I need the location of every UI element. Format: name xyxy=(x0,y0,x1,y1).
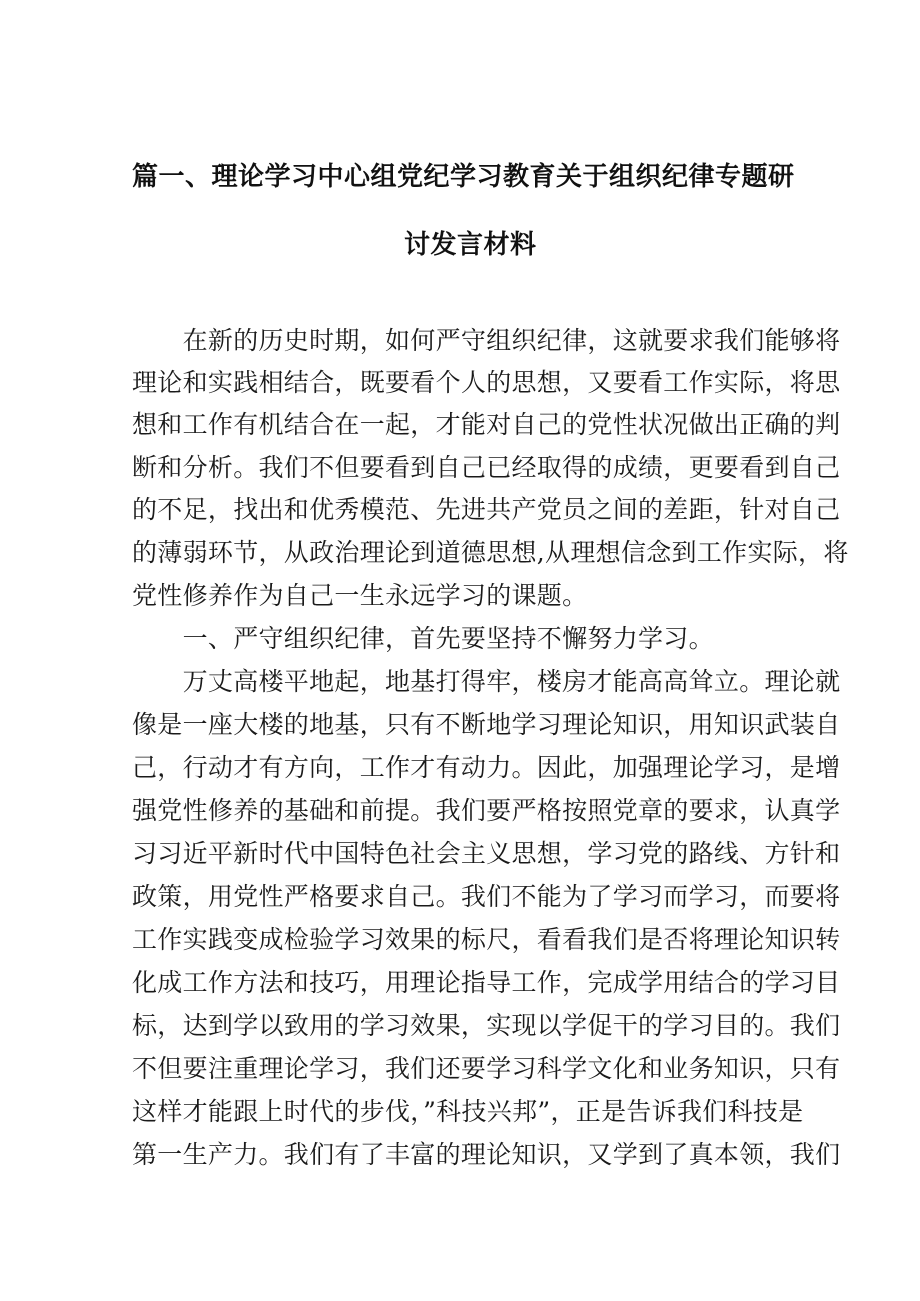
body-line: 党性修养作为自己一生永远学习的课题。 xyxy=(132,581,588,610)
body-line: 在新的历史时期，如何严守组织纪律，这就要求我们能够将 xyxy=(132,326,841,355)
title-line-1: 篇一、理论学习中心组党纪学习教育关于组织纪律专题研 xyxy=(132,162,795,192)
body-line: 强党性修养的基础和前提。我们要严格按照党章的要求，认真学 xyxy=(132,796,841,825)
body-line: 断和分析。我们不但要看到自己已经取得的成绩，更要看到自己 xyxy=(132,453,841,482)
body-line: 第一生产力。我们有了丰富的理论知识，又学到了真本领，我们 xyxy=(132,1140,841,1169)
body-line: 习习近平新时代中国特色社会主义思想，学习党的路线、方针和 xyxy=(132,839,841,868)
body-line: 己，行动才有方向，工作才有动力。因此，加强理论学习，是增 xyxy=(132,753,841,782)
body-line: 标，达到学以致用的学习效果，实现以学促干的学习目的。我们 xyxy=(132,1011,841,1040)
body-line: 的薄弱环节，从政治理论到道德思想,从理想信念到工作实际，将 xyxy=(132,538,849,567)
body-line: 政策，用党性严格要求自己。我们不能为了学习而学习，而要将 xyxy=(132,882,841,911)
body-line: 工作实践变成检验学习效果的标尺，看看我们是否将理论知识转 xyxy=(132,925,841,954)
body-line: 化成工作方法和技巧，用理论指导工作，完成学用结合的学习目 xyxy=(132,968,841,997)
body-line: 不但要注重理论学习，我们还要学习科学文化和业务知识，只有 xyxy=(132,1054,841,1083)
body-line: 万丈高楼平地起，地基打得牢，楼房才能高高耸立。理论就 xyxy=(132,667,841,696)
body-line: 理论和实践相结合，既要看个人的思想，又要看工作实际，将思 xyxy=(132,368,841,397)
body-line: 像是一座大楼的地基，只有不断地学习理论知识，用知识武装自 xyxy=(132,710,841,739)
body-line: 这样才能跟上时代的步伐，”科技兴邦”，正是告诉我们科技是 xyxy=(132,1097,804,1126)
body-line: 一、严守组织纪律，首先要坚持不懈努力学习。 xyxy=(132,624,714,653)
body-line: 的不足，找出和优秀模范、先进共产党员之间的差距，针对自己 xyxy=(132,495,841,524)
body-line: 想和工作有机结合在一起，才能对自己的党性状况做出正确的判 xyxy=(132,410,841,439)
title-line-2: 讨发言材料 xyxy=(404,230,537,260)
